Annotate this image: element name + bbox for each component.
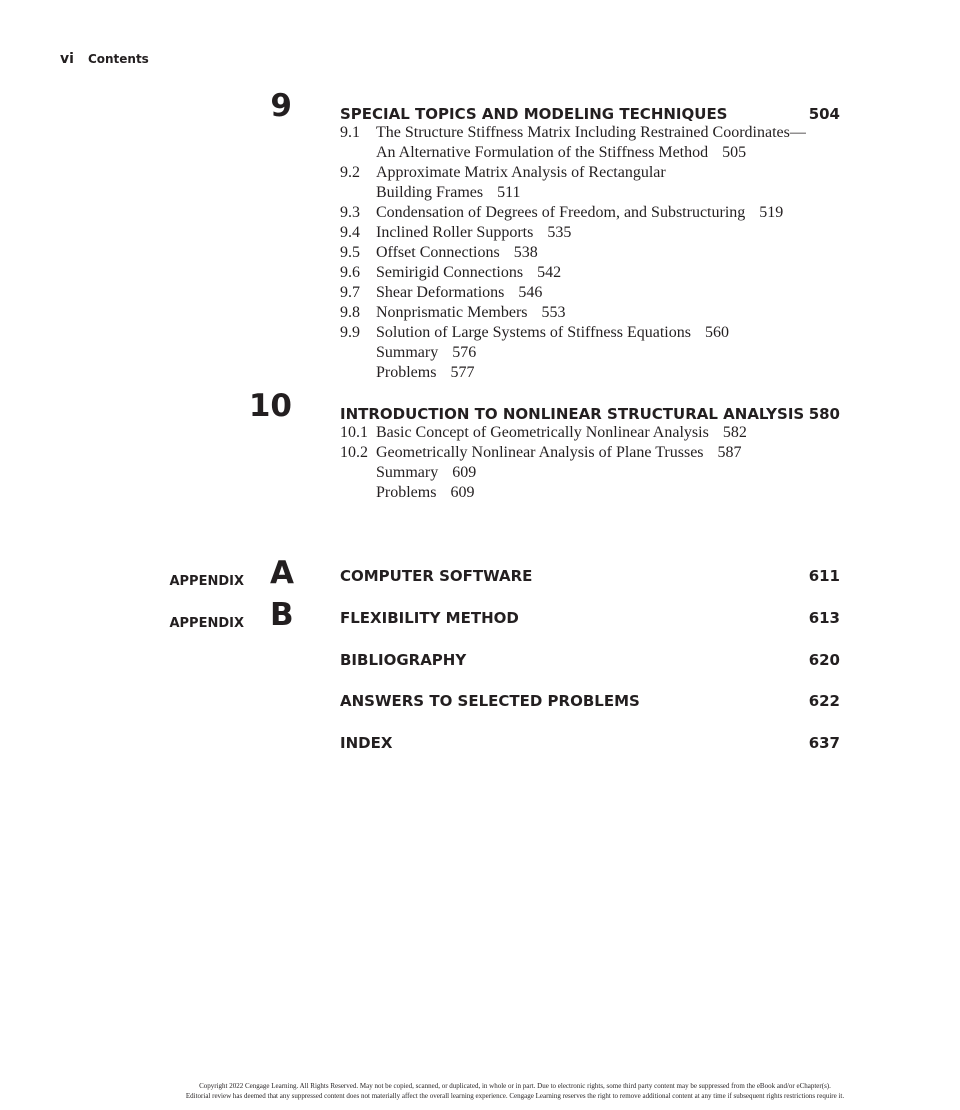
section-text [376,223,571,243]
section-item[interactable] [340,443,747,463]
section-number: 9.2 [340,164,360,181]
section-number [340,363,376,383]
section-title-continued: An Alternative Formulation of the Stiffness Method [376,144,709,161]
section-page-number: 546 [518,284,543,301]
chapter-page-number: 580 [808,405,840,423]
section-item[interactable] [340,223,806,243]
section-page-number: 535 [547,224,572,241]
appendix-letter: B [270,597,294,633]
back-matter-title: BIBLIOGRAPHY [340,651,467,669]
section-number [340,483,376,503]
section-title: Basic Concept of Geometrically Nonlinear Analysis [376,424,709,441]
chapter-number: 10 [248,388,292,424]
section-page-number: 519 [759,204,784,221]
section-text [376,123,806,163]
section-number [340,343,376,363]
appendix-label: APPENDIX [169,616,244,631]
chapter-number: 9 [270,88,292,124]
appendix-label: APPENDIX [169,574,244,589]
section-item[interactable] [340,323,806,343]
section-item[interactable] [340,263,806,283]
back-matter-entry[interactable] [0,555,960,596]
section-text [376,203,783,223]
back-matter-entry[interactable] [0,691,960,721]
section-title-line-1: Approximate Matrix Analysis of Rectangular [376,164,666,181]
section-item[interactable] [340,363,806,383]
section-text [376,483,474,503]
chapter-page-number: 504 [808,105,840,123]
back-matter-title: INDEX [340,734,393,752]
back-matter-entry[interactable] [0,650,960,680]
section-item[interactable] [340,343,806,363]
section-title-line-2 [376,143,806,163]
section-number: 9.1 [340,124,360,141]
section-title: Inclined Roller Supports [376,224,534,241]
section-title-line-1: The Structure Stiffness Matrix Including Restrained Coordinates— [376,124,806,141]
section-item[interactable] [340,203,806,223]
section-list [340,423,747,503]
section-number: 9.9 [340,324,360,341]
section-page-number: 577 [450,364,475,381]
section-title: Summary [376,344,439,361]
footer-line-1: Copyright 2022 Cengage Learning. All Rights Reserved. May not be copied, scanned, or duplicated, in whole or in part. Due to electronic rights, some third party content may be suppressed from the eBook and/or eChapter(s). [199,1082,831,1090]
section-list [340,123,806,383]
back-matter-page-number: 637 [808,734,840,752]
section-page-number: 511 [497,184,521,201]
back-matter-page-number: 622 [808,692,840,710]
running-head [60,51,149,67]
section-page-number: 542 [537,264,562,281]
section-title: Offset Connections [376,244,500,261]
back-matter-title: COMPUTER SOFTWARE [340,567,533,585]
back-matter-page-number: 611 [808,567,840,585]
section-title: Semirigid Connections [376,264,524,281]
section-number: 9.3 [340,204,360,221]
section-title: Condensation of Degrees of Freedom, and Substructuring [376,204,746,221]
back-matter-title: ANSWERS TO SELECTED PROBLEMS [340,692,640,710]
section-page-number: 576 [452,344,477,361]
section-number: 10.2 [340,444,368,461]
section-item[interactable] [340,123,806,163]
chapter-title[interactable]: SPECIAL TOPICS AND MODELING TECHNIQUES [340,105,728,123]
back-matter-page-number: 613 [808,609,840,627]
section-number: 9.5 [340,244,360,261]
section-text [376,363,474,383]
section-item[interactable] [340,483,747,503]
section-item[interactable] [340,463,747,483]
footer-line-2: Editorial review has deemed that any suppressed content does not materially affect the overall learning experience. Cengage Learning reserves the right to remove additional content at any time if subsequent rights restrictions require it. [185,1092,845,1100]
section-item[interactable] [340,163,806,203]
section-number: 9.6 [340,264,360,281]
back-matter-entry[interactable] [0,597,960,638]
section-title: Geometrically Nonlinear Analysis of Plane Trusses [376,444,704,461]
section-page-number: 538 [513,244,538,261]
section-title: Solution of Large Systems of Stiffness Equations [376,324,691,341]
section-title: Shear Deformations [376,284,505,301]
section-text [376,343,476,363]
section-number [340,463,376,483]
back-matter-page-number: 620 [808,651,840,669]
section-item[interactable] [340,243,806,263]
section-title: Problems [376,484,437,501]
section-number: 9.4 [340,224,360,241]
section-text [376,283,542,303]
section-item[interactable] [340,303,806,323]
section-page-number: 582 [722,424,747,441]
section-number: 10.1 [340,424,368,441]
section-text [376,243,538,263]
section-title-continued: Building Frames [376,184,484,201]
section-text [376,263,561,283]
section-title: Nonprismatic Members [376,304,528,321]
page-folio: vi [60,51,74,67]
section-item[interactable] [340,283,806,303]
section-page-number: 587 [717,444,742,461]
section-text [376,463,476,483]
section-text [376,423,747,443]
copyright-footer [0,1081,960,1101]
back-matter-entry[interactable] [0,733,960,763]
section-text [376,303,566,323]
section-title-line-2 [376,183,666,203]
section-page-number: 609 [452,464,477,481]
section-title: Summary [376,464,439,481]
running-title: Contents [87,52,149,66]
chapter-title[interactable]: INTRODUCTION TO NONLINEAR STRUCTURAL ANALYSIS [340,405,805,423]
section-item[interactable] [340,423,747,443]
section-page-number: 609 [450,484,475,501]
section-number: 9.8 [340,304,360,321]
appendix-letter: A [270,555,294,591]
section-text [376,323,729,343]
section-title: Problems [376,364,437,381]
section-page-number: 553 [541,304,566,321]
section-page-number: 560 [704,324,729,341]
section-text [376,163,666,203]
back-matter-title: FLEXIBILITY METHOD [340,609,519,627]
section-page-number: 505 [722,144,747,161]
section-text [376,443,742,463]
section-number: 9.7 [340,284,360,301]
